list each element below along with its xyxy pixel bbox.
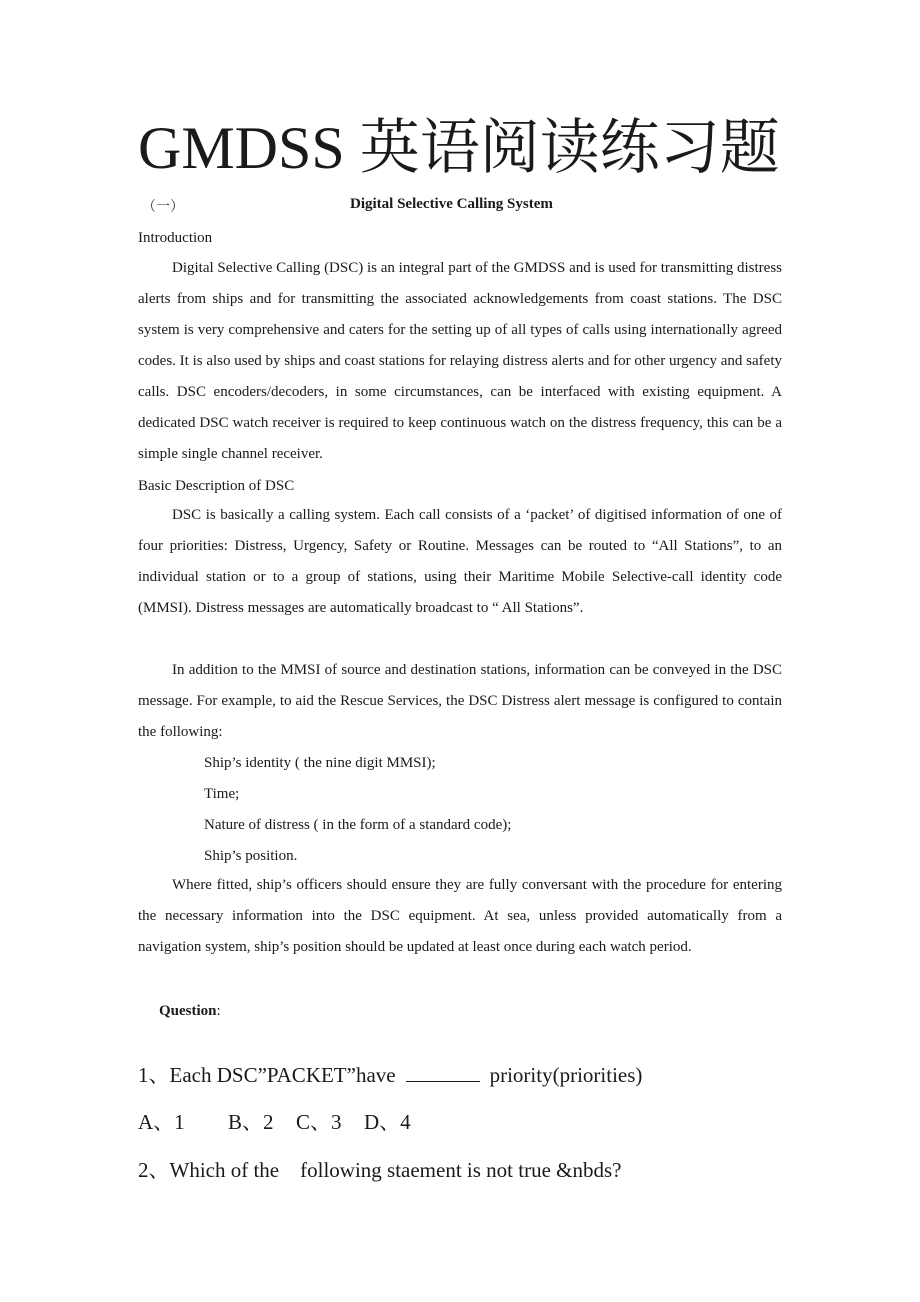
list-item: Ship’s identity ( the nine digit MMSI); <box>204 755 436 771</box>
question-1-prefix: 1、Each DSC”PACKET”have <box>138 1063 396 1087</box>
option-b: B、2 <box>228 1110 274 1134</box>
list-item: Nature of distress ( in the form of a standard code); <box>204 817 512 833</box>
basic-paragraph-1: DSC is basically a calling system. Each call consists of a ‘packet’ of digitised information of one of four priorities: Distress, Urgency, Safety or Routine. Messages can be routed to “All Stations”, to an individual station or to a group of stations, using their Maritime Mobile Selective-call identity code (MMSI). Distress messages are automatically broadcast to “ All Stations”. <box>138 507 782 616</box>
section-number: （一） <box>142 200 184 215</box>
list-item: Time; <box>204 786 240 802</box>
section-title: Digital Selective Calling System <box>350 196 553 212</box>
question-1 <box>138 1061 642 1089</box>
intro-paragraph: Digital Selective Calling (DSC) is an integral part of the GMDSS and is used for transmitting distress alerts from ships and for transmitting the associated acknowledgements from coast stations. The DSC system is very comprehensive and caters for the setting up of all types of calls using internationally agreed codes. It is also used by ships and coast stations for relaying distress alerts and for other urgency and safety calls. DSC encoders/decoders, in some circumstances, can be interfaced with existing equipment. A dedicated DSC watch receiver is required to keep continuous watch on the distress frequency, this can be a simple single channel receiver. <box>138 260 782 462</box>
basic-description-heading: Basic Description of DSC <box>138 478 295 494</box>
question-2: 2、Which of the following staement is not true &nbds? <box>138 1158 622 1182</box>
question-label <box>159 1003 221 1020</box>
basic-paragraph-2: In addition to the MMSI of source and destination stations, information can be conveyed in the DSC message. For example, to aid the Rescue Services, the DSC Distress alert message is configured to contain the following: <box>138 662 782 740</box>
document-title: GMDSS 英语阅读练习题 <box>138 115 780 181</box>
option-a: A、1 <box>138 1110 185 1134</box>
basic-paragraph-3: Where fitted, ship’s officers should ensure they are fully conversant with the procedure for entering the necessary information into the DSC equipment. At sea, unless provided automatically from a navigation system, ship’s position should be updated at least once during each watch period. <box>138 877 782 955</box>
option-d: D、4 <box>364 1110 411 1134</box>
section-header <box>138 196 782 216</box>
question-label-colon: : <box>216 1003 221 1019</box>
intro-heading: Introduction <box>138 230 213 246</box>
question-1-options <box>138 1108 411 1136</box>
question-label-text: Question <box>159 1003 217 1019</box>
option-c: C、3 <box>296 1110 342 1134</box>
list-item: Ship’s position. <box>204 848 298 864</box>
answer-blank[interactable] <box>406 1061 480 1082</box>
question-1-suffix: priority(priorities) <box>489 1063 643 1087</box>
